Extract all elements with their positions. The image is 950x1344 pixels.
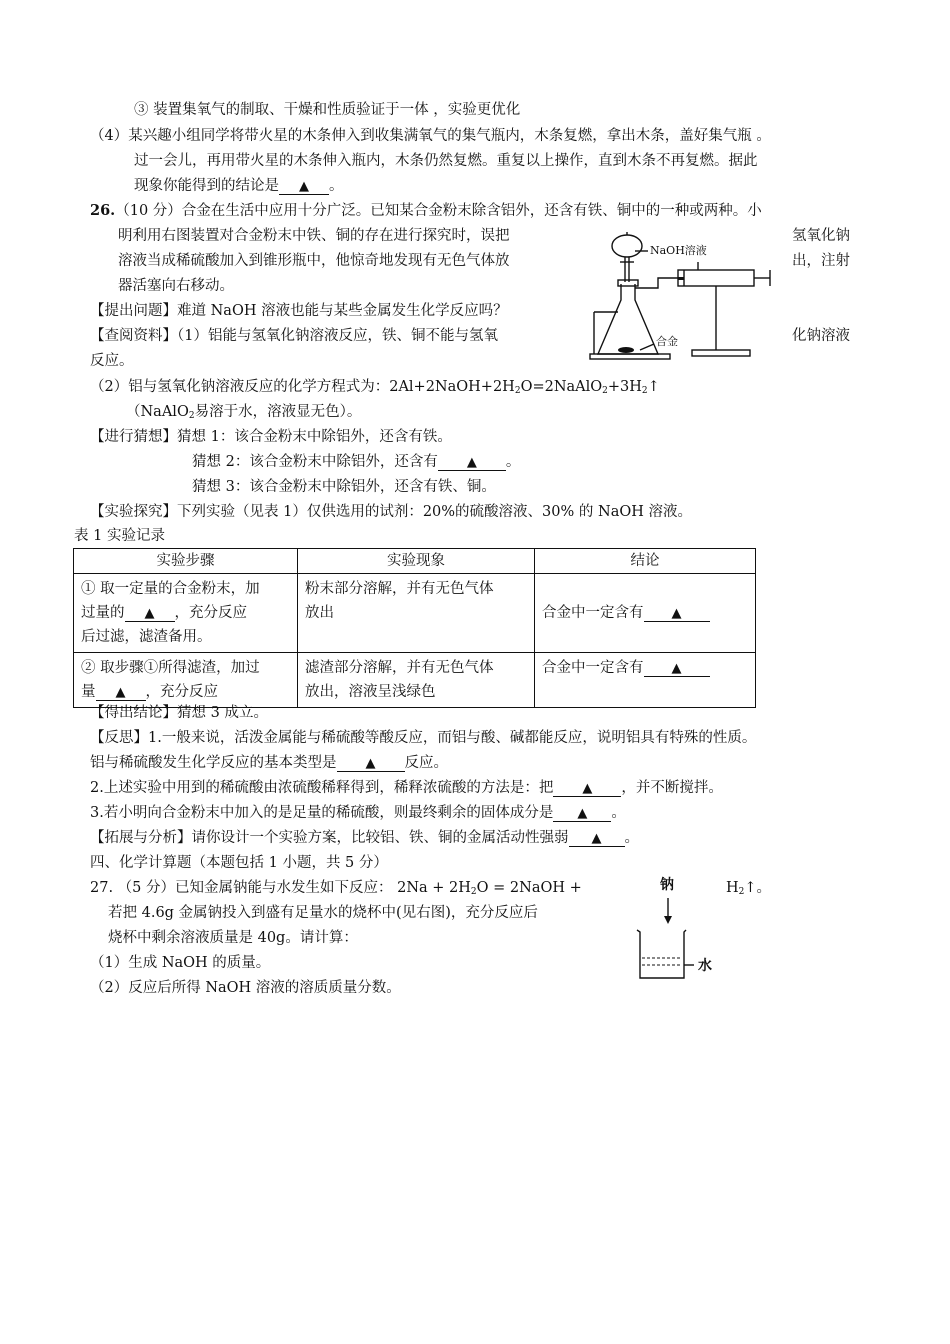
triangle-icon: ▲ — [299, 179, 309, 194]
q27-line-3: 烧杯中剩余溶液质量是 40g。请计算： — [108, 930, 358, 946]
text: 。 — [611, 805, 626, 821]
triangle-icon: ▲ — [582, 781, 593, 796]
text: 3.若小明向合金粉末中加入的是足量的稀硫酸，则最终剩余的固体成分是 — [90, 805, 554, 821]
cell-text — [81, 601, 290, 625]
equation-part: ↑ — [647, 379, 660, 395]
triangle-icon: ▲ — [115, 685, 126, 700]
answer-blank[interactable] — [125, 606, 175, 622]
text: 。 — [624, 830, 639, 846]
answer-blank[interactable] — [553, 781, 621, 797]
q27-sub-2: （2）反应后所得 NaOH 溶液的溶质质量分数。 — [90, 980, 401, 996]
subscript: 2 — [514, 386, 521, 396]
cell-span: 过量的 — [81, 605, 125, 621]
cell-text: 放出 — [305, 605, 334, 621]
water-label: 水 — [698, 958, 712, 974]
q27-line-1 — [90, 881, 582, 897]
triangle-icon: ▲ — [671, 606, 682, 621]
conclusion-line: 【得出结论】猜想 3 成立。 — [90, 705, 268, 721]
reflection-1: 【反思】1.一般来说，活泼金属能与稀硫酸等酸反应，而铝与酸、碱都能反应，说明铝具有特殊的性质。 — [90, 730, 757, 746]
cell-span: ，充分反应 — [174, 605, 247, 621]
triangle-icon: ▲ — [671, 661, 682, 676]
beaker-drawing — [628, 876, 728, 984]
conclusion-cell — [535, 653, 756, 708]
answer-blank[interactable] — [553, 806, 611, 822]
triangle-icon: ▲ — [591, 831, 602, 846]
answer-blank[interactable] — [644, 606, 710, 622]
experiment-table — [73, 548, 756, 708]
punct: 。 — [505, 454, 521, 470]
text: 铝与稀硫酸发生化学反应的基本类型是 — [90, 755, 337, 771]
triangle-icon: ▲ — [577, 806, 588, 821]
q27-line-2: 若把 4.6g 金属钠投入到盛有足量水的烧杯中(见右图)，充分反应后 — [108, 905, 538, 921]
header-conclusion: 结论 — [535, 549, 756, 574]
q4-line-1: （4）某兴趣小组同学将带火星的木条伸入到收集满氧气的集气瓶内，木条复燃，拿出木条，盖好集气瓶 。 — [90, 128, 771, 144]
note-part: 易溶于水，溶液显无色）。 — [194, 404, 362, 420]
cell-text: ② 取步骤①所得滤渣，加过 — [81, 660, 260, 676]
phenomenon-cell — [298, 574, 535, 653]
cell-span: ，充分反应 — [145, 684, 218, 700]
hypothesis-2 — [192, 455, 520, 471]
cell-text: 粉末部分溶解，并有无色气体 — [305, 581, 494, 597]
question-number: 26. — [90, 202, 116, 219]
q27-line-1b — [726, 881, 771, 897]
text: H — [726, 880, 739, 896]
q26-line-1 — [90, 204, 762, 219]
beaker-figure — [628, 876, 728, 984]
answer-blank[interactable] — [644, 661, 710, 677]
alloy-label: 合金 — [656, 335, 678, 348]
equation-part: +3H — [607, 379, 642, 395]
table-row — [74, 653, 756, 708]
phenomenon-cell — [298, 653, 535, 708]
hypothesis-3: 猜想 3：该合金粉末中除铝外，还含有铁、铜。 — [192, 479, 496, 495]
answer-blank[interactable] — [279, 179, 329, 195]
table-row — [74, 574, 756, 653]
reference-1c: 反应。 — [90, 353, 134, 369]
q27-sub-1: （1）生成 NaOH 的质量。 — [90, 955, 271, 971]
triangle-icon: ▲ — [144, 606, 155, 621]
triangle-icon: ▲ — [365, 756, 376, 771]
item-3-line: ③ 装置集氧气的制取、干燥和性质验证于一体 ，实验更优化 — [134, 102, 521, 118]
hyp-text: 猜想 2：该合金粉末中除铝外，还含有 — [192, 454, 438, 470]
step-cell — [74, 574, 298, 653]
q26-line-2a: 明利用右图装置对合金粉末中铁、铜的存在进行探究时，误把 — [118, 228, 510, 244]
equation-part: O=2NaAlO — [520, 379, 603, 395]
subscript: 2 — [470, 887, 477, 897]
sodium-label: 钠 — [660, 877, 674, 893]
cell-text: 滤渣部分溶解，并有无色气体 — [305, 660, 494, 676]
q4-line-3 — [134, 179, 344, 195]
reference-1b: 化钠溶液 — [792, 328, 850, 344]
q26-line-4: 器活塞向右移动。 — [118, 278, 234, 294]
header-phenomenon: 实验现象 — [298, 549, 535, 574]
subscript: 2 — [641, 386, 648, 396]
text: 2.上述实验中用到的稀硫酸由浓硫酸稀释得到，稀释浓硫酸的方法是：把 — [90, 780, 554, 796]
note-part: （NaAlO — [126, 404, 189, 420]
raise-question: 【提出问题】难道 NaOH 溶液也能与某些金属发生化学反应吗？ — [90, 303, 508, 319]
text: 反应。 — [404, 755, 448, 771]
extension — [90, 831, 639, 847]
reference-1a: 【查阅资料】（1）铝能与氢氧化钠溶液反应，铁、铜不能与氢氧 — [90, 328, 498, 344]
reflection-3 — [90, 806, 626, 822]
section-4-title: 四、化学计算题（本题包括 1 小题，共 5 分） — [90, 855, 388, 871]
subscript: 2 — [602, 386, 608, 396]
q4-line-2: 过一会儿，再用带火星的木条伸入瓶内，木条仍然复燃。重复以上操作，直到木条不再复燃。据此 — [134, 153, 758, 169]
cell-span: 量 — [81, 684, 96, 700]
text: O = 2NaOH + — [476, 880, 582, 896]
text: ，并不断搅拌。 — [621, 780, 723, 796]
triangle-icon: ▲ — [466, 455, 477, 470]
q26-intro: （10 分）合金在生活中应用十分广泛。已知某合金粉末除含铝外，还含有铁、铜中的一种或两种。小 — [115, 203, 762, 219]
equation-part: （2）铝与氢氧化钠溶液反应的化学方程式为：2Al+2NaOH+2H — [90, 379, 515, 395]
reference-note — [126, 405, 361, 421]
q26-line-2b: 氢氧化钠 — [792, 228, 850, 244]
text: ↑。 — [744, 880, 772, 896]
answer-blank[interactable] — [96, 685, 146, 701]
subscript: 2 — [188, 411, 195, 421]
step-cell — [74, 653, 298, 708]
q26-line-3b: 出，注射 — [792, 253, 850, 269]
cell-span: 合金中一定含有 — [542, 660, 644, 676]
cell-text: 放出，溶液呈浅绿色 — [305, 684, 436, 700]
subscript: 2 — [738, 887, 745, 897]
answer-blank[interactable] — [337, 756, 405, 772]
punct: 。 — [329, 178, 344, 194]
q26-line-3a: 溶液当成稀硫酸加入到锥形瓶中，他惊奇地发现有无色气体放 — [118, 253, 510, 269]
apparatus-figure — [580, 222, 790, 364]
answer-blank[interactable] — [438, 455, 506, 471]
table-header-row — [74, 549, 756, 574]
q4-prompt: 现象你能得到的结论是 — [134, 178, 279, 194]
cell-text: 后过滤，滤渣备用。 — [81, 629, 212, 645]
conclusion-cell — [535, 574, 756, 653]
cell-span: 合金中一定含有 — [542, 605, 644, 621]
text: 【拓展与分析】请你设计一个实验方案，比较铝、铁、铜的金属活动性强弱 — [90, 830, 569, 846]
table-caption: 表 1 实验记录 — [74, 528, 165, 544]
reflection-1b — [90, 756, 448, 772]
cell-text — [81, 680, 290, 704]
naoh-label: NaOH溶液 — [650, 244, 707, 257]
experiment-intro: 【实验探究】下列实验（见表 1）仅供选用的试剂：20%的硫酸溶液、30% 的 NaOH 溶液。 — [90, 504, 692, 520]
text: 27. （5 分）已知金属钠能与水发生如下反应： 2Na + 2H — [90, 880, 471, 896]
cell-text: ① 取一定量的合金粉末，加 — [81, 581, 260, 597]
header-step: 实验步骤 — [74, 549, 298, 574]
hypothesis-1: 【进行猜想】猜想 1：该合金粉末中除铝外，还含有铁。 — [90, 429, 452, 445]
answer-blank[interactable] — [569, 831, 625, 847]
reflection-2 — [90, 781, 723, 797]
reference-2 — [90, 380, 660, 396]
